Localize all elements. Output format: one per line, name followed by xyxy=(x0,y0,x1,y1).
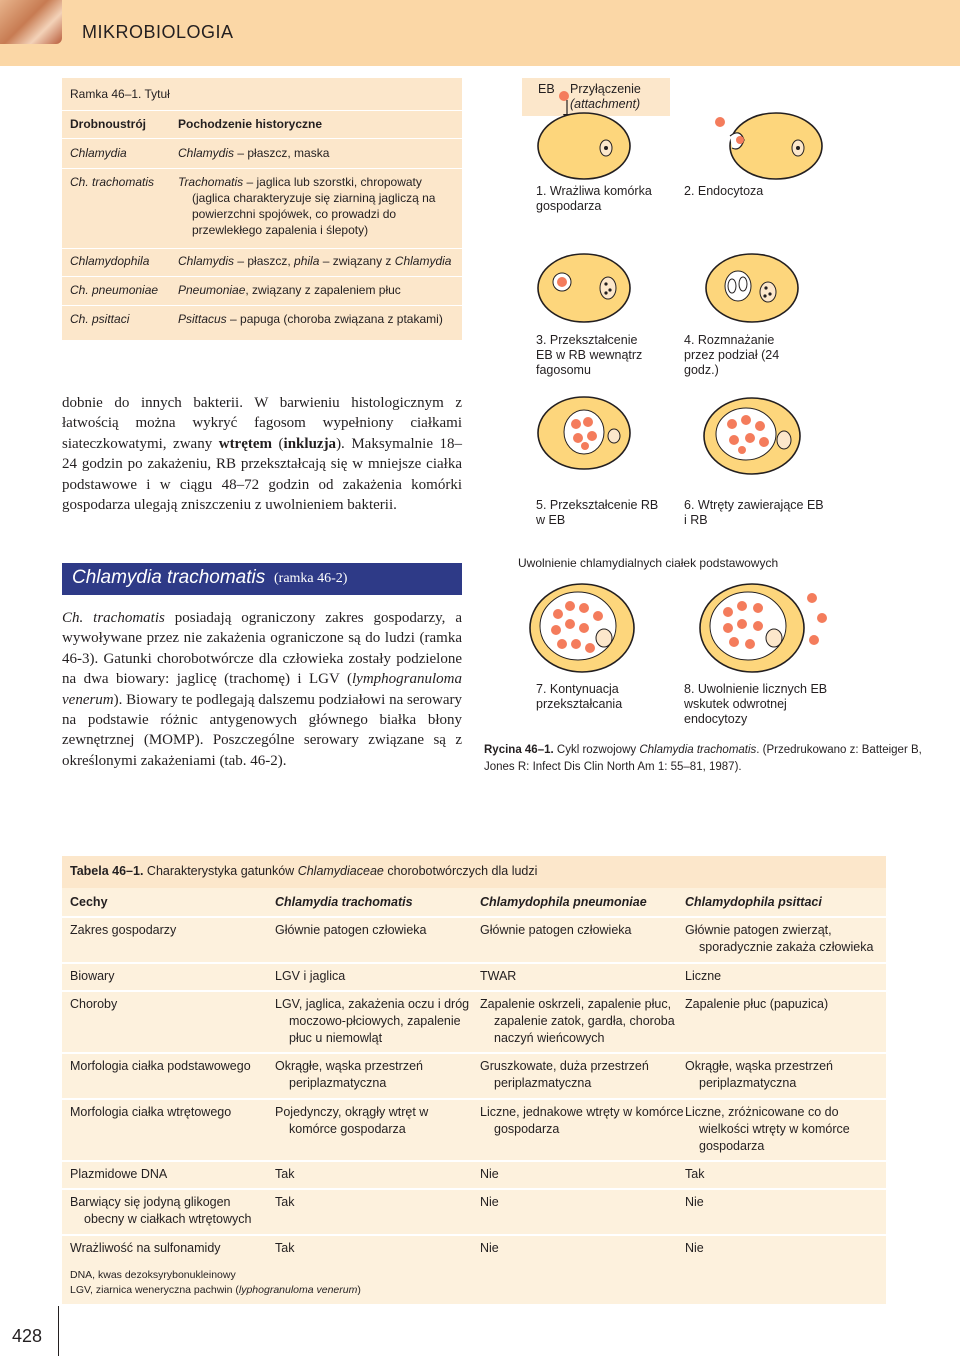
table-cell: TWAR xyxy=(480,969,517,983)
table-cell: Liczne, jednakowe wtręty w komórce gospodarza xyxy=(480,1105,684,1136)
table-cell: Tak xyxy=(685,1167,705,1181)
table-row-label: Plazmidowe DNA xyxy=(70,1167,168,1181)
section-heading-title: Chlamydia trachomatis xyxy=(72,567,266,588)
section-heading-ref: (ramka 46-2) xyxy=(274,571,348,586)
attachment-label: Przyłączenie (attachment) xyxy=(570,82,641,111)
caption-label: Rycina 46–1. xyxy=(484,744,554,756)
table-cell: Okrągłe, wąska przestrzeń periplazmatyczna xyxy=(275,1059,423,1090)
box-organism: Chlamydophila xyxy=(70,254,150,268)
table-cell: Głównie patogen zwierząt, sporadycznie zakaża człowieka xyxy=(685,923,874,954)
table-cell: Głównie patogen człowieka xyxy=(480,923,632,937)
section-title: MIKROBIOLOGIA xyxy=(82,22,234,42)
table-header-cell: Chlamydia trachomatis xyxy=(275,895,413,909)
host-cell-8 xyxy=(700,584,827,672)
box-origin: Chlamydis – płaszcz, phila – związany z Chlamydia xyxy=(178,254,452,268)
box-origin: Chlamydis – płaszcz, maska xyxy=(178,146,330,160)
step-2-label: 2. Endocytoza xyxy=(684,184,764,198)
table-cell: Głównie patogen człowieka xyxy=(275,923,427,937)
table-row-label: Barwiący się jodyną glikogen obecny w ciałkach wtrętowych xyxy=(70,1195,252,1226)
box-organism: Chlamydia xyxy=(70,146,127,160)
step-4-label: 4. Rozmnażanie przez podział (24 godz.) xyxy=(684,333,780,377)
host-cell-2 xyxy=(715,113,822,179)
table-title-label: Tabela 46–1. xyxy=(70,864,144,878)
host-cell-4 xyxy=(706,254,798,322)
step-1-label: 1. Wrażliwa komórka gospodarza xyxy=(536,184,652,213)
table-cell: Nie xyxy=(685,1195,704,1209)
step-6-label: 6. Wtręty zawierające EB i RB xyxy=(684,498,824,527)
table-footnotes xyxy=(70,1268,361,1298)
section-heading xyxy=(62,563,462,595)
figure-caption: Rycina 46–1. Cykl rozwojowy Chlamydia trachomatis. (Przedrukowano z: Batteiger B, Jones R: Infect Dis Clin North Am 1: 55–81, 1987). xyxy=(484,744,922,773)
box-46-1 xyxy=(62,78,462,340)
table-46-1 xyxy=(62,856,886,1304)
table-header-cell: Chlamydophila pneumoniae xyxy=(480,895,647,909)
box-title: Ramka 46–1. Tytuł xyxy=(70,87,170,101)
body-paragraph: Ch. trachomatis posiadają ograniczony zakres gospodarzy, a wywoływane przez nie zakażenia ograniczone są do ludzi (ramka 46-3). Gatunki chorobotwórcze dla człowieka zostały podzielone na dwa biowary: jaglicę (trachomę) i LGV (lymphogranuloma venerum). Biowary te podlegają dalszemu podziałowi na serowary na podstawie różnic antygenowych głównego białka błony zewnętrznej (MOMP). Poszczególne serowary związane są z określonymi zakażeniami (tab. 46-2). xyxy=(62,610,462,769)
table-cell: Nie xyxy=(685,1241,704,1255)
table-footnote: LGV, ziarnica weneryczna pachwin (lyphogranuloma venerum) xyxy=(70,1284,361,1296)
box-col1-header: Drobnoustrój xyxy=(70,117,146,131)
table-row-label: Morfologia ciałka podstawowego xyxy=(70,1059,251,1073)
host-cell-3 xyxy=(538,254,630,322)
table-cell: Tak xyxy=(275,1195,295,1209)
table-cell: Nie xyxy=(480,1241,499,1255)
table-cell: Liczne xyxy=(685,969,722,983)
box-origin: Trachomatis – jaglica lub szorstki, chropowaty (jaglica charakteryzuje się ziarniną jagliczą na powierzchni spojówek, co prowadzi do przewlekłego zapalenia i ślepoty) xyxy=(178,175,436,237)
table-cell: Nie xyxy=(480,1167,499,1181)
table-row-label: Zakres gospodarzy xyxy=(70,923,177,937)
table-cell: Zapalenie oskrzeli, zapalenie płuc, zapalenie zatok, gardła, choroba naczyń wieńcowych xyxy=(480,997,675,1045)
page-number: 428 xyxy=(12,1326,43,1346)
table-cell: LGV i jaglica xyxy=(275,969,346,983)
box-organism: Ch. trachomatis xyxy=(70,175,155,189)
table-cell: LGV, jaglica, zakażenia oczu i dróg moczowo-płciowych, zapalenie płuc u niemowląt xyxy=(275,997,470,1045)
life-cycle-diagram xyxy=(522,78,942,758)
table-cell: Pojedynczy, okrągły wtręt w komórce gospodarza xyxy=(275,1105,429,1136)
table-header-cell: Cechy xyxy=(70,895,108,909)
step-7-label: 7. Kontynuacja przekształcania xyxy=(536,682,623,711)
table-cell: Liczne, zróżnicowane co do wielkości wtręty w komórce gospodarza xyxy=(685,1105,850,1153)
table-cell: Tak xyxy=(275,1241,295,1255)
step-8-label: 8. Uwolnienie licznych EB wskutek odwrotnej endocytozy xyxy=(684,682,828,726)
elementary-body xyxy=(559,91,569,101)
table-cell: Okrągłe, wąska przestrzeń periplazmatyczna xyxy=(685,1059,833,1090)
table-cell: Zapalenie płuc (papuzica) xyxy=(685,997,829,1011)
eb-label: EB xyxy=(538,82,555,96)
box-organism: Ch. pneumoniae xyxy=(70,283,159,297)
step-3-label: 3. Przekształcenie EB w RB wewnątrz fagosomu xyxy=(536,333,643,377)
box-organism: Ch. psittaci xyxy=(70,312,130,326)
body-paragraph: dobnie do innych bakterii. W barwieniu histologicznym z łatwością można wykryć fagosom wypełniony ciałkami siateczkowatymi, zwany wtrętem (inkluzja). Maksymalnie 18–24 godzin po zakażeniu, RB przekształcają się w mniejsze ciałka podstawowe i w ciągu 48–72 godzin od zakażenia komórki gospodarza ulegają zniszczeniu z uwolnieniem bakterii. xyxy=(62,395,462,514)
table-title: Tabela 46–1. Charakterystyka gatunków Chlamydiaceae chorobotwórczych dla ludzi xyxy=(62,856,886,888)
table-cell: Tak xyxy=(275,1167,295,1181)
release-label: Uwolnienie chlamydialnych ciałek podstawowych xyxy=(518,556,779,570)
header-photo xyxy=(0,0,62,44)
host-cell-5 xyxy=(538,397,630,469)
host-cell-6 xyxy=(704,398,800,474)
table-cell: Gruszkowate, duża przestrzeń periplazmatyczna xyxy=(480,1059,649,1090)
table-row-label: Biowary xyxy=(70,969,115,983)
step-5-label: 5. Przekształcenie RB w EB xyxy=(536,498,659,527)
elementary-body xyxy=(715,117,725,127)
table-row-label: Choroby xyxy=(70,997,118,1011)
box-origin: Psittacus – papuga (choroba związana z ptakami) xyxy=(178,312,443,326)
table-footnote: DNA, kwas dezoksyrybonukleinowy xyxy=(70,1269,236,1281)
box-col2-header: Pochodzenie historyczne xyxy=(178,117,323,131)
table-row-label: Wrażliwość na sulfonamidy xyxy=(70,1241,221,1255)
table-cell: Nie xyxy=(480,1195,499,1209)
table-row-label: Morfologia ciałka wtrętowego xyxy=(70,1105,232,1119)
box-origin: Pneumoniae, związany z zapaleniem płuc xyxy=(178,283,401,297)
page-number-rule xyxy=(58,1306,59,1356)
host-cell-7 xyxy=(530,584,634,672)
table-header-cell: Chlamydophila psittaci xyxy=(685,895,822,909)
